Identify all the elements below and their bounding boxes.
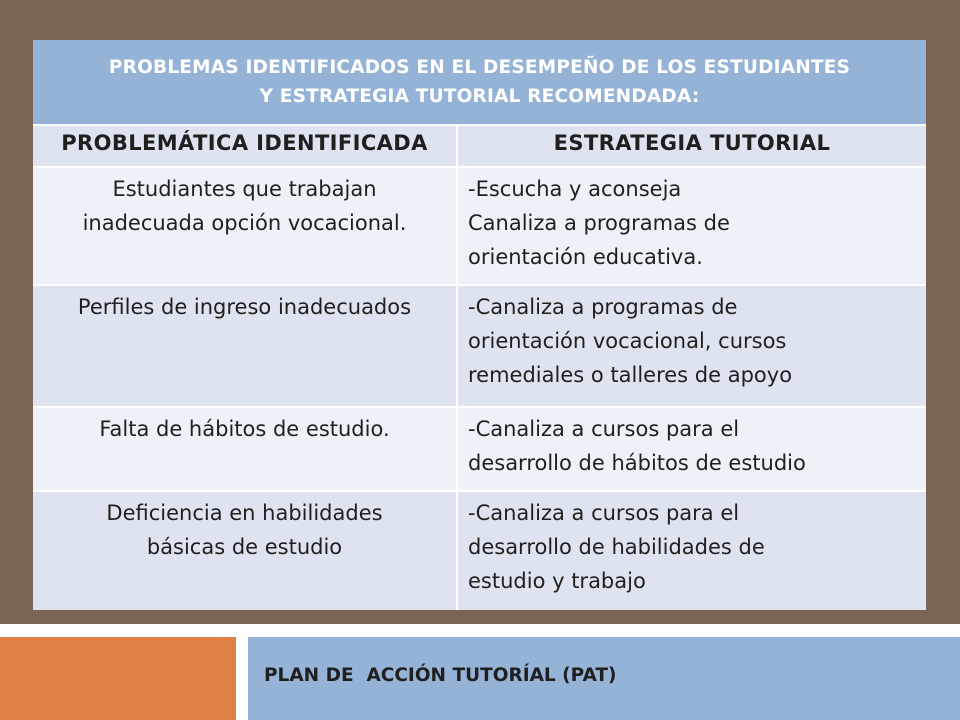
- strategy-cell: -Canaliza a programas de orientación vocacional, cursos remediales o talleres de apoyo: [468, 295, 793, 387]
- problem-cell: Perfiles de ingreso inadecuados: [77, 295, 412, 319]
- table-title-line1: PROBLEMAS IDENTIFICADOS EN EL DESEMPEÑO DE LOS ESTUDIANTES: [108, 57, 851, 78]
- problem-cell: Deficiencia en habilidades básicas de estudio: [106, 501, 383, 559]
- slide-title: PLAN DE ACCIÓN TUTORÍAL (PAT): [264, 665, 617, 686]
- column-header-strategy: ESTRATEGIA TUTORIAL: [553, 131, 831, 155]
- table-row: [33, 490, 926, 610]
- problem-cell: Estudiantes que trabajan inadecuada opción vocacional.: [82, 177, 407, 235]
- table-row: [33, 166, 926, 284]
- table-title: [33, 40, 926, 124]
- strategy-cell: -Canaliza a cursos para el desarrollo de habilidades de estudio y trabajo: [468, 501, 765, 593]
- table-row: [33, 284, 926, 406]
- problem-cell: Falta de hábitos de estudio.: [99, 417, 390, 441]
- strategy-cell: -Canaliza a cursos para el desarrollo de hábitos de estudio: [468, 417, 806, 475]
- column-header-row: [33, 124, 926, 166]
- footer-accent-orange: [0, 637, 236, 720]
- column-header-problem: PROBLEMÁTICA IDENTIFICADA: [61, 131, 428, 155]
- column-divider: [456, 124, 458, 610]
- strategy-table: [33, 40, 926, 610]
- strategy-cell: -Escucha y aconseja Canaliza a programas de orientación educativa.: [468, 177, 730, 269]
- table-title-line2: Y ESTRATEGIA TUTORIAL RECOMENDADA:: [259, 86, 700, 107]
- table-row: [33, 406, 926, 490]
